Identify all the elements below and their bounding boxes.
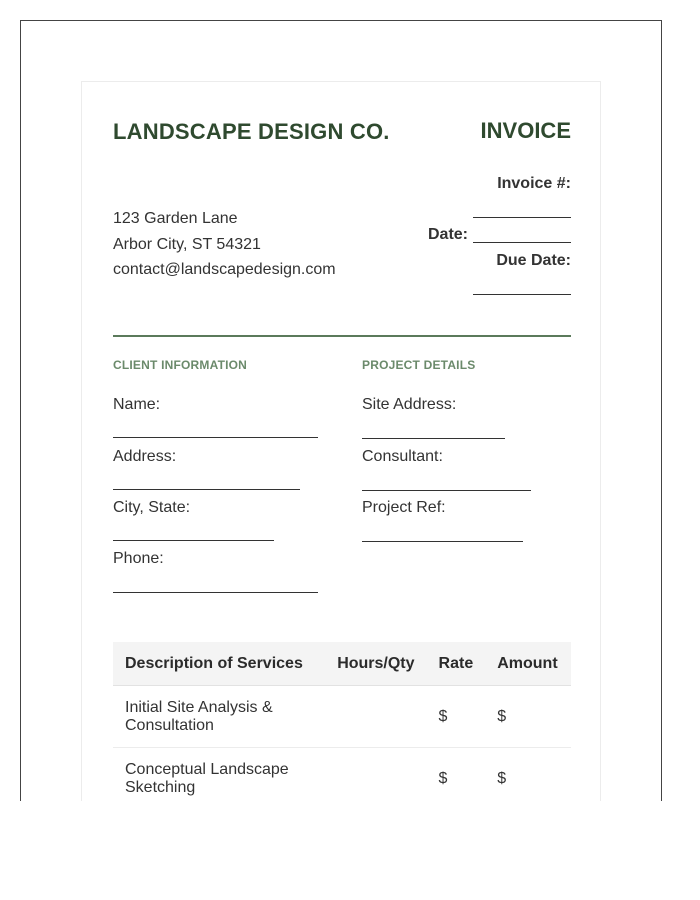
client-address-field[interactable] [113,489,300,490]
due-date-label: Due Date: [496,252,571,269]
client-city-state-field[interactable] [113,540,274,541]
due-date-field[interactable] [473,294,571,295]
services-table [113,642,571,801]
client-phone-field[interactable] [113,592,318,593]
header-divider [113,335,571,337]
invoice-number-field[interactable] [473,217,571,218]
table-row [113,686,571,748]
page-frame [20,20,662,801]
company-address [113,206,413,283]
project-ref-label: Project Ref: [362,499,446,516]
service-description: Initial Site Analysis & Consultation [113,686,325,748]
project-details-title: PROJECT DETAILS [362,358,476,372]
company-address-line1: 123 Garden Lane [113,210,238,227]
company-email: contact@landscapedesign.com [113,261,336,278]
invoice-number-label: Invoice #: [497,175,571,192]
service-rate[interactable]: $ [427,748,486,802]
client-address-label: Address: [113,448,177,465]
header-rate: Rate [427,642,486,686]
client-phone-label: Phone: [113,550,164,567]
invoice-title: INVOICE [480,118,571,143]
client-city-state-label: City, State: [113,499,191,516]
project-ref-field[interactable] [362,541,523,542]
client-name-label: Name: [113,396,161,413]
site-address-field[interactable] [362,438,505,439]
header-amount: Amount [485,642,571,686]
consultant-label: Consultant: [362,448,443,465]
invoice-sheet [81,81,601,801]
header-hours-qty: Hours/Qty [325,642,426,686]
client-name-field[interactable] [113,437,318,438]
header-description: Description of Services [113,642,325,686]
invoice-date-field[interactable] [473,242,571,243]
table-header-row [113,642,571,686]
service-amount[interactable]: $ [485,748,571,802]
service-hours[interactable] [325,748,426,802]
consultant-field[interactable] [362,490,531,491]
table-row [113,748,571,802]
invoice-date-label: Date: [427,226,468,243]
company-name: LANDSCAPE DESIGN CO. [113,119,390,144]
service-amount[interactable]: $ [485,686,571,748]
company-address-line2: Arbor City, ST 54321 [113,235,261,253]
service-description: Conceptual Landscape Sketching [113,748,325,802]
service-rate[interactable]: $ [427,686,486,748]
site-address-label: Site Address: [362,396,457,413]
client-info-title: CLIENT INFORMATION [113,358,248,372]
service-hours[interactable] [325,686,426,748]
